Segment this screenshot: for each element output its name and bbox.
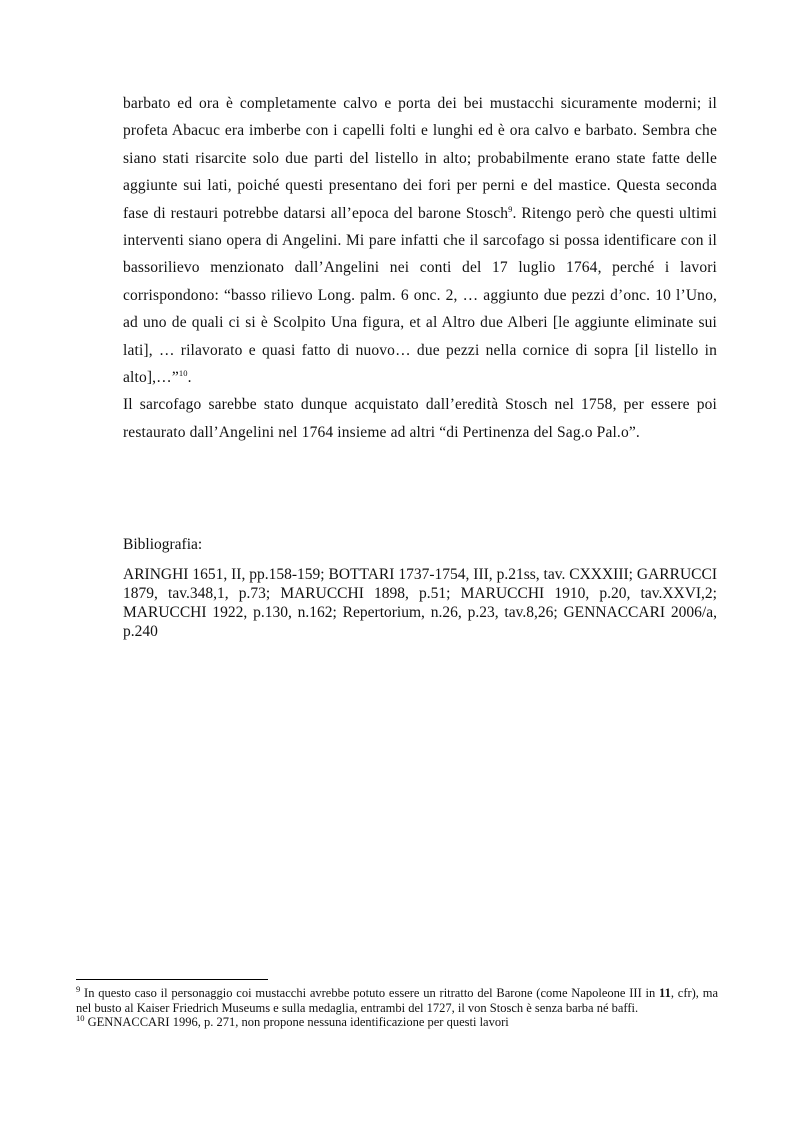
footnote-9-bold-ref: 11	[659, 986, 671, 1000]
bibliography-heading: Bibliografia:	[123, 536, 203, 553]
paragraph-restorations-part2: . Ritengo però che questi ultimi interventi siano opera di Angelini. Mi pare infatti che il sarcofago si possa identificare con il bassorilievo menzionato dall’Angelini nei conti del 17 luglio 1764, perché i lavori corrispondono: “basso rilievo Long. palm. 6 onc. 2, … aggiunto due pezzi d’onc. 10 l’Uno, ad uno de quali ci si è Scolpito Una figura, et al Altro due Alberi [le aggiunte eliminate sui lati], … rilavorato e quasi fatto di nuovo… due pezzi nella cornice di sopra [il listello in alto],…”	[123, 204, 717, 387]
footnote-separator	[76, 979, 268, 980]
footnote-9	[76, 983, 718, 1015]
footnote-ref-10: 10	[178, 367, 188, 378]
footnote-9-text-a: In questo caso il personaggio coi mustacchi avrebbe potuto essere un ritratto del Barone (come Napoleone III in	[80, 986, 660, 1000]
paragraph-acquisition: Il sarcofago sarebbe stato dunque acquistato dall’eredità Stosch nel 1758, per essere poi restaurato dall’Angelini nel 1764 insieme ad altri “di Pertinenza del Sag.o Pal.o”.	[123, 396, 717, 441]
footnote-10-text: GENNACCARI 1996, p. 271, non propone nessuna identificazione per questi lavori	[84, 1015, 509, 1029]
paragraph-restorations	[123, 90, 717, 391]
footnote-10-number: 10	[76, 1012, 85, 1023]
footnote-ref-9: 9	[508, 203, 513, 214]
paragraph-restorations-part3: .	[187, 369, 192, 387]
footnote-9-text-b: , cfr), ma nel busto al Kaiser Friedrich Museums e sulla medaglia, entrambi del 1727, il von Stosch è senza barba né baffi.	[76, 986, 718, 1015]
bibliography-text: ARINGHI 1651, II, pp.158-159; BOTTARI 1737-1754, III, p.21ss, tav. CXXXIII; GARRUCCI 1879, tav.348,1, p.73; MARUCCHI 1898, p.51; MARUCCHI 1910, p.20, tav.XXVI,2; MARUCCHI 1922, p.130, n.162; Repertorium, n.26, p.23, tav.8,26; GENNACCARI 2006/a, p.240	[123, 566, 717, 640]
footnote-10	[76, 1012, 718, 1030]
footnotes	[76, 983, 718, 1030]
footnote-9-number: 9	[76, 983, 81, 994]
body-text	[123, 90, 717, 446]
paragraph-restorations-part1: barbato ed ora è completamente calvo e porta dei bei mustacchi sicuramente moderni; il profeta Abacuc era imberbe con i capelli folti e lunghi ed è ora calvo e barbato. Sembra che siano stati risarcite solo due parti del listello in alto; probabilmente erano state fatte delle aggiunte sui lati, poiché questi presentano dei fori per perni e del mastice. Questa seconda fase di restauri potrebbe datarsi all’epoca del barone Stosch	[123, 95, 717, 222]
